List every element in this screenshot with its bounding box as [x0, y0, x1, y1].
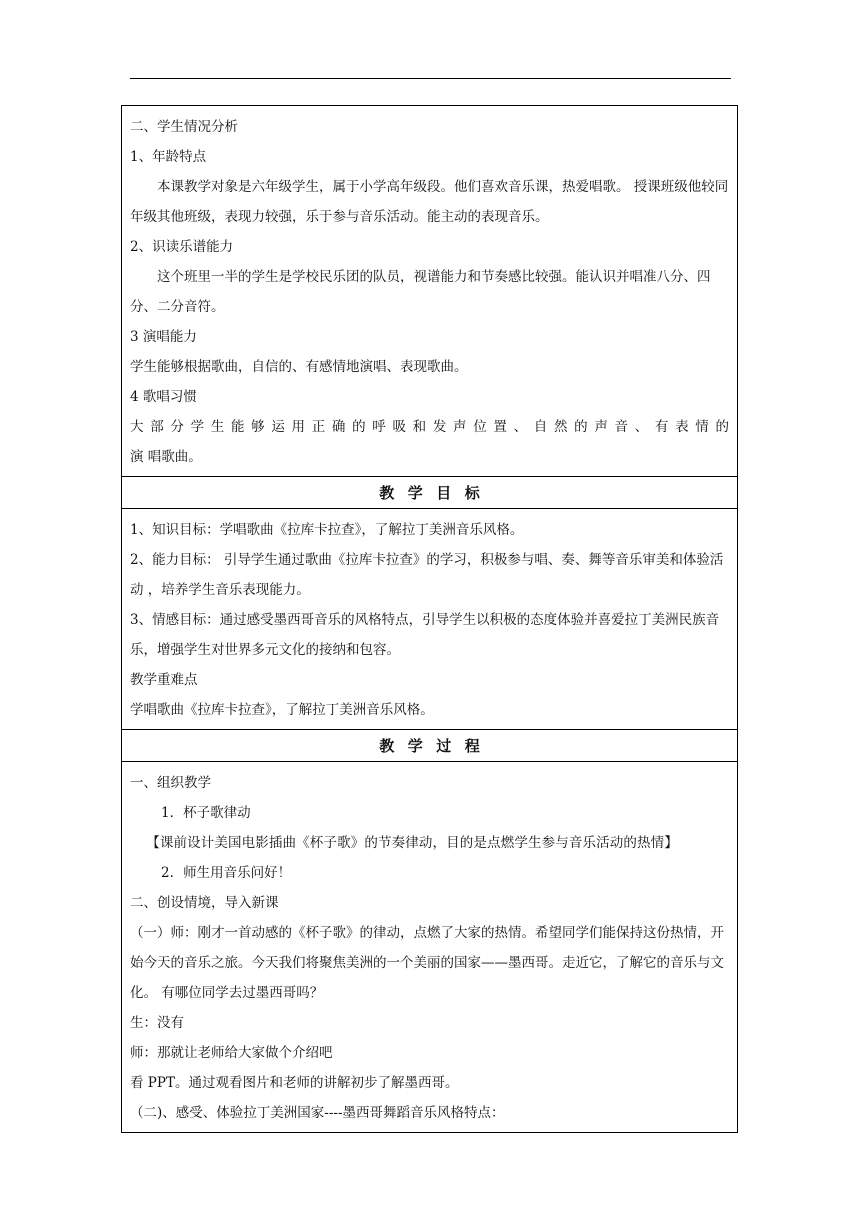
experience-subtitle: （二)、感受、体验拉丁美洲国家----墨西哥舞蹈音乐风格特点：	[130, 1105, 505, 1121]
ability-objective: 2、能力目标： 引导学生通过歌曲《拉库卡拉查》的学习，积极参与唱、奏、舞等音乐审美和体验活动 ，培养学生音乐表现能力。	[130, 552, 724, 598]
student-reply: 生：没有	[130, 1015, 184, 1031]
ppt-text: 看 PPT。通过观看图片和老师的讲解初步了解墨西哥。	[130, 1075, 459, 1091]
page-header-rule	[130, 78, 731, 79]
objectives-section	[122, 509, 737, 730]
cup-song-item: 1．杯子歌律动	[161, 805, 251, 821]
process-heading: 教学过程	[122, 730, 737, 762]
student-analysis-title: 二、学生情况分析	[130, 119, 238, 135]
habit-text-line-2: 演 唱歌曲。	[130, 449, 202, 465]
key-points-heading: 教学重难点	[130, 672, 198, 688]
create-context-title: 二、创设情境，导入新课	[130, 895, 279, 911]
teacher-reply: 师：那就让老师给大家做个介绍吧	[130, 1045, 333, 1061]
objectives-heading: 教学目标	[122, 477, 737, 509]
singing-heading: 3 演唱能力	[130, 329, 197, 345]
organize-teaching-title: 一、组织教学	[130, 775, 211, 791]
singing-text: 学生能够根据歌曲，自信的、有感情地演唱、表现歌曲。	[130, 359, 468, 375]
greeting-item: 2．师生用音乐问好！	[161, 865, 292, 881]
reading-text: 这个班里一半的学生是学校民乐团的队员，视谱能力和节奏感比较强。能认识并唱准八分、四分、二分音符。	[130, 269, 711, 315]
age-heading: 1、年龄特点	[130, 149, 207, 165]
habit-heading: 4 歌唱习惯	[130, 389, 197, 405]
student-analysis-section	[122, 106, 737, 477]
habit-text-line-1: 大部分学生能够运用正确的呼吸和发声位置、自然的声音、有表情的	[130, 419, 729, 435]
reading-heading: 2、识读乐谱能力	[130, 239, 234, 255]
emotion-objective: 3、情感目标：通过感受墨西哥音乐的风格特点，引导学生以积极的态度体验并喜爱拉丁美洲民族音乐，增强学生对世界多元文化的接纳和包容。	[130, 612, 720, 658]
cup-song-note: 【课前设计美国电影插曲《杯子歌》的节奏律动，目的是点燃学生参与音乐活动的热情】	[146, 835, 678, 851]
lesson-plan-table	[121, 105, 738, 1133]
knowledge-objective: 1、知识目标：学唱歌曲《拉库卡拉查》，了解拉丁美洲音乐风格。	[130, 522, 524, 538]
teacher-intro-text: （一）师：刚才一首动感的《杯子歌》的律动，点燃了大家的热情。希望同学们能保持这份热情，开始今天的音乐之旅。今天我们将聚焦美洲的一个美丽的国家——墨西哥。走近它，了解它的音乐与文化。 有哪位同学去过墨西哥吗？	[130, 925, 724, 1001]
age-text: 本课教学对象是六年级学生，属于小学高年级段。他们喜欢音乐课，热爱唱歌。 授课班级他较同年级其他班级，表现力较强，乐于参与音乐活动。能主动的表现音乐。	[130, 179, 729, 225]
key-points-text: 学唱歌曲《拉库卡拉查》，了解拉丁美洲音乐风格。	[130, 702, 434, 718]
process-section	[122, 762, 737, 1132]
